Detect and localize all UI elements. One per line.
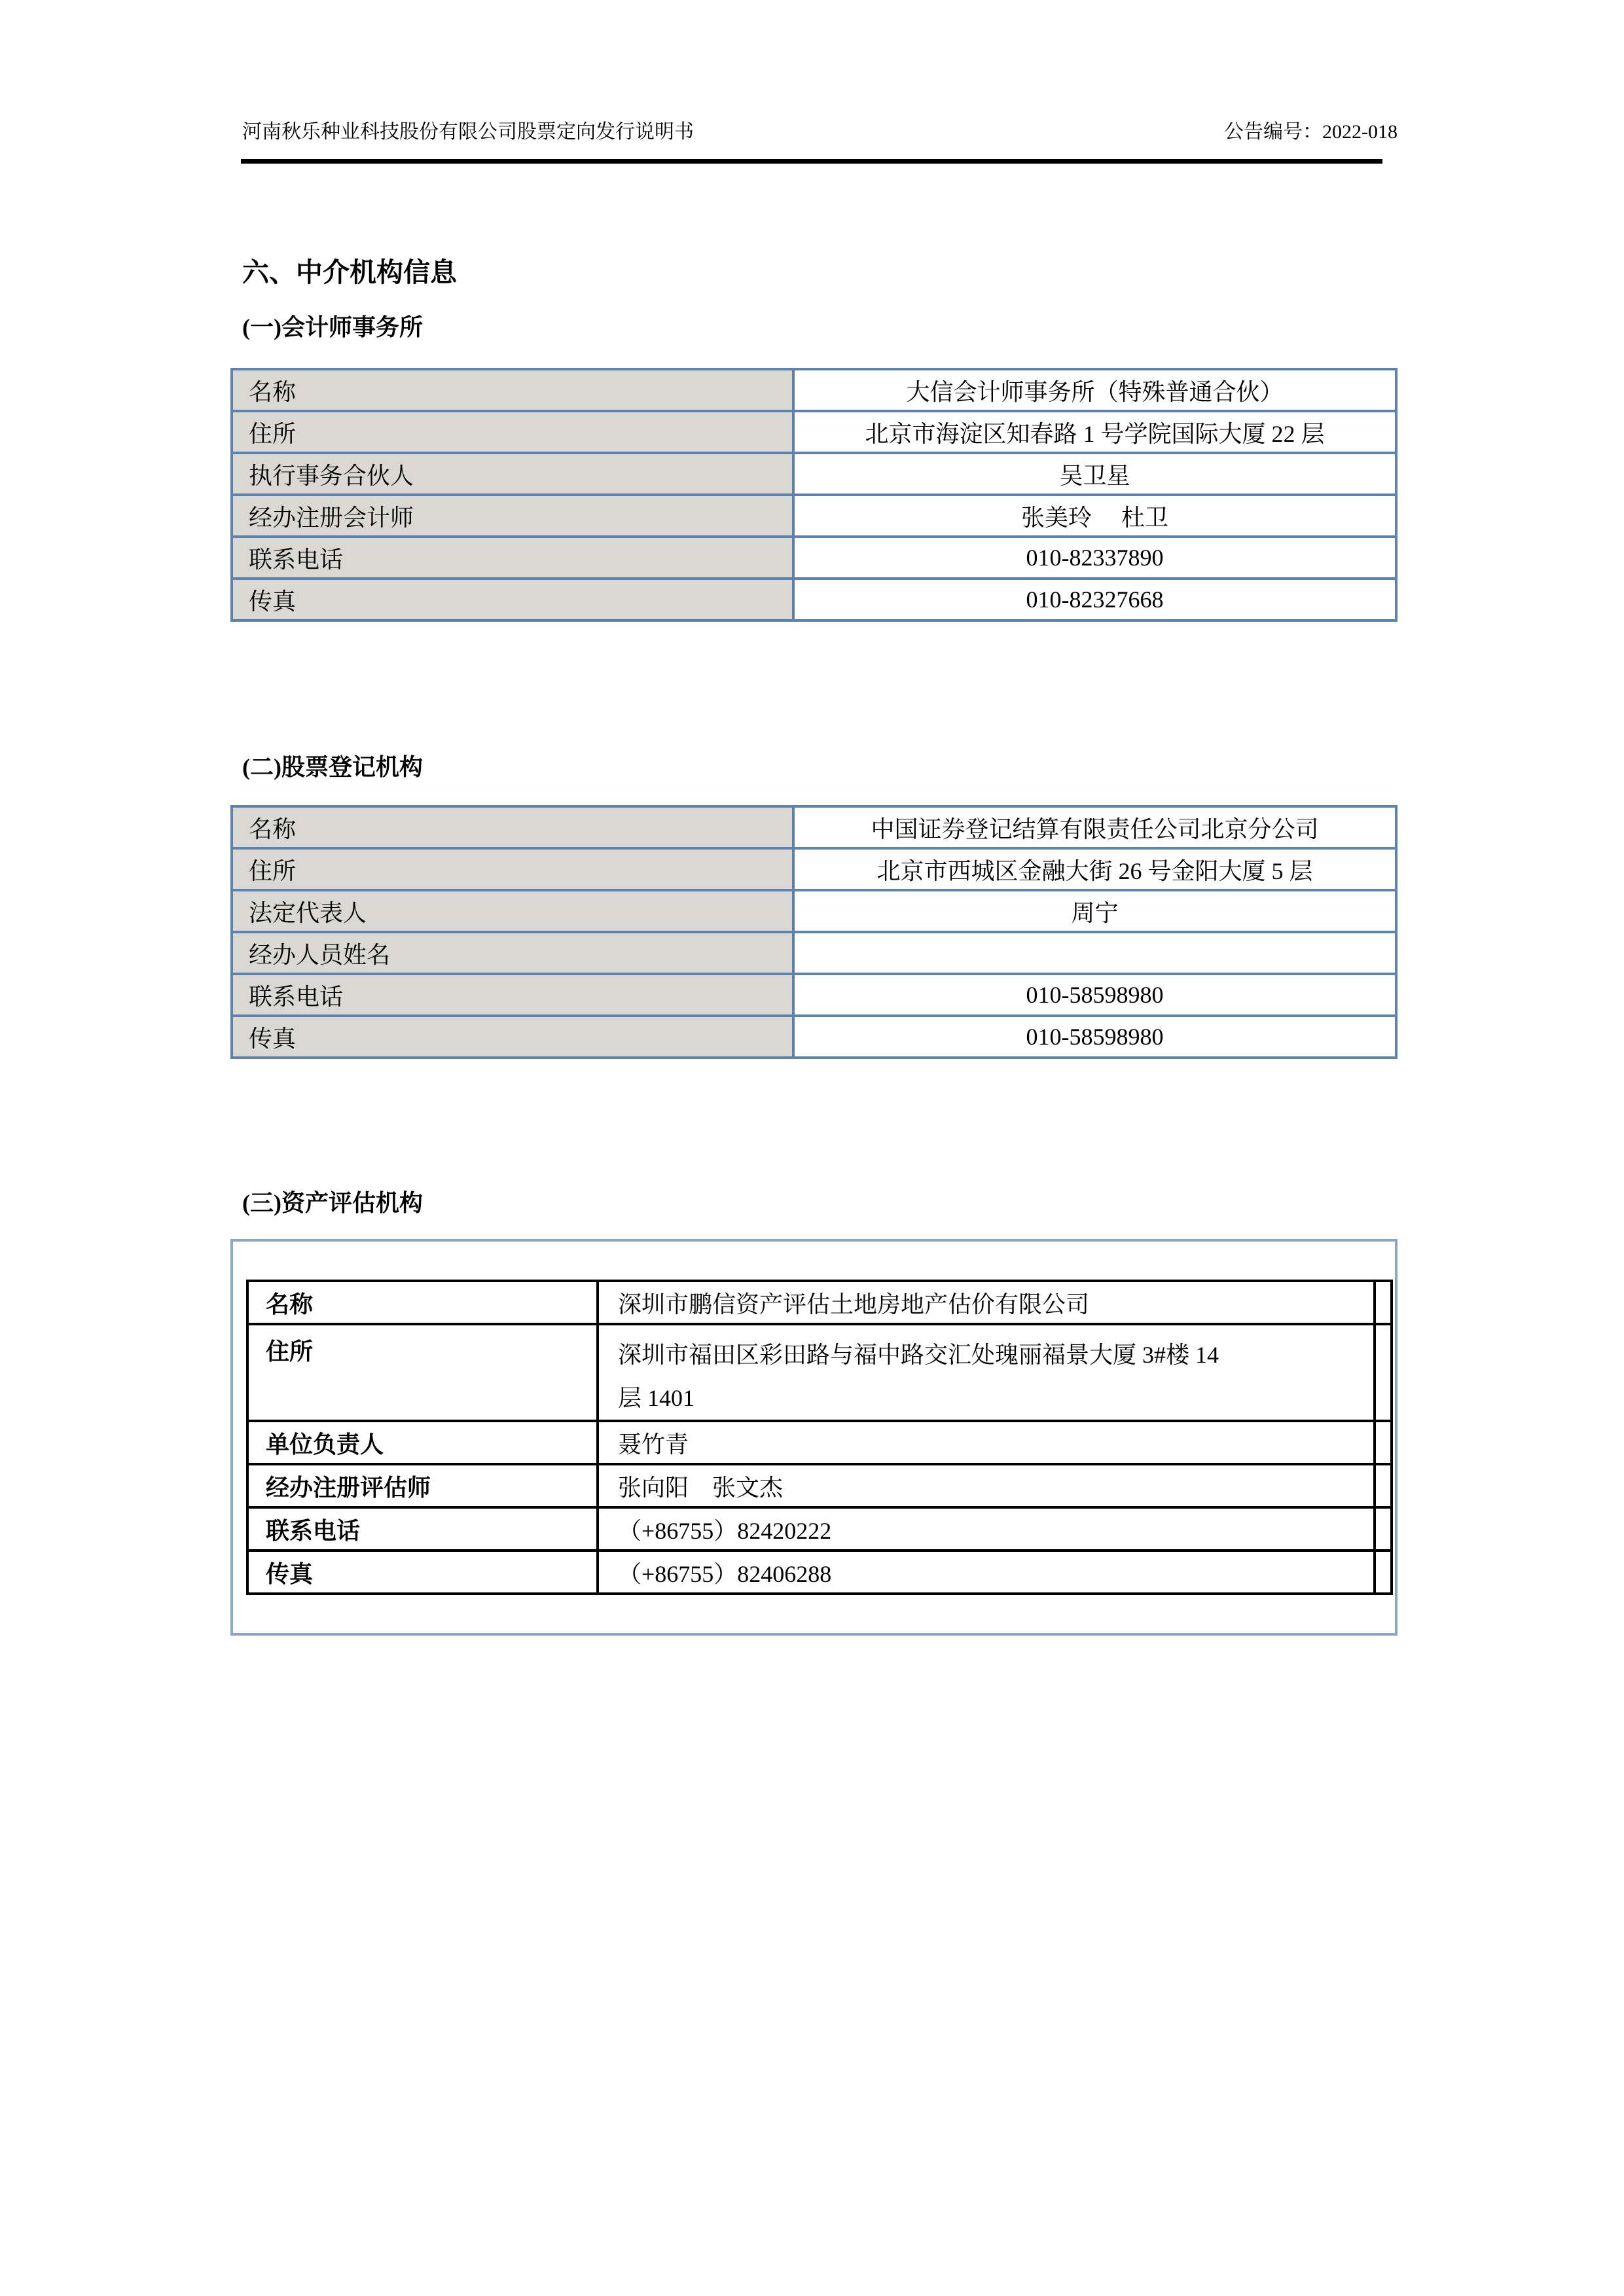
spacer-cell <box>1375 1421 1392 1464</box>
row-value-text: 深圳市福田区彩田路与福中路交汇处瑰丽福景大厦 3#楼 14 层 1401 <box>618 1342 1219 1411</box>
table-row <box>232 495 1396 537</box>
row-value <box>793 932 1396 974</box>
row-label: 住所 <box>232 411 793 453</box>
row-label: 住所 <box>247 1324 598 1421</box>
spacer-cell <box>1375 1507 1392 1551</box>
row-label: 经办注册会计师 <box>232 495 793 537</box>
spacer-cell <box>1375 1281 1392 1324</box>
row-value: 010-82327668 <box>793 579 1396 620</box>
row-value: 北京市西城区金融大街 26 号金阳大厦 5 层 <box>793 848 1396 890</box>
row-label: 经办人员姓名 <box>232 932 793 974</box>
row-label: 法定代表人 <box>232 890 793 932</box>
header-notice-number: 公告编号：2022-018 <box>1224 121 1398 143</box>
row-value <box>598 1324 1375 1421</box>
table-row <box>232 411 1396 453</box>
row-label: 经办注册评估师 <box>247 1464 598 1507</box>
spacer-cell <box>1375 1464 1392 1507</box>
row-label: 联系电话 <box>232 537 793 579</box>
row-value: 吴卫星 <box>793 453 1396 495</box>
table-row <box>232 848 1396 890</box>
row-value: 张美玲 杜卫 <box>793 495 1396 537</box>
row-value: （+86755）82420222 <box>598 1507 1375 1551</box>
table-row <box>232 932 1396 974</box>
row-label: 名称 <box>232 369 793 411</box>
header-rule <box>241 159 1382 164</box>
table-row <box>232 453 1396 495</box>
row-value: 张向阳 张文杰 <box>598 1464 1375 1507</box>
row-value: 010-58598980 <box>793 974 1396 1016</box>
row-label: 单位负责人 <box>247 1421 598 1464</box>
accounting-firm-table <box>230 368 1398 622</box>
row-value: 深圳市鹏信资产评估土地房地产估价有限公司 <box>598 1281 1375 1324</box>
asset-appraiser-table <box>246 1280 1393 1595</box>
table-row <box>232 806 1396 848</box>
section-heading-accounting-firm: (一)会计师事务所 <box>242 314 423 340</box>
row-label: 名称 <box>232 806 793 848</box>
row-label: 住所 <box>232 848 793 890</box>
share-registrar-table <box>230 805 1398 1059</box>
row-value: 大信会计师事务所（特殊普通合伙） <box>793 369 1396 411</box>
section-heading-asset-appraiser: (三)资产评估机构 <box>242 1190 423 1216</box>
row-label: 执行事务合伙人 <box>232 453 793 495</box>
row-value: 010-82337890 <box>793 537 1396 579</box>
table-row <box>232 890 1396 932</box>
table-row <box>247 1551 1392 1594</box>
section-heading-share-registrar: (二)股票登记机构 <box>242 754 423 780</box>
spacer-cell <box>1375 1324 1392 1421</box>
row-label: 名称 <box>247 1281 598 1324</box>
table-row <box>247 1281 1392 1324</box>
row-label: 传真 <box>232 1016 793 1058</box>
asset-appraiser-outer-box <box>230 1239 1398 1636</box>
row-value: 中国证券登记结算有限责任公司北京分公司 <box>793 806 1396 848</box>
header-doc-title: 河南秋乐种业科技股份有限公司股票定向发行说明书 <box>242 121 694 143</box>
row-value: 北京市海淀区知春路 1 号学院国际大厦 22 层 <box>793 411 1396 453</box>
row-value: 聂竹青 <box>598 1421 1375 1464</box>
row-label: 传真 <box>247 1551 598 1594</box>
row-label: 传真 <box>232 579 793 620</box>
table-row <box>247 1507 1392 1551</box>
table-row <box>247 1421 1392 1464</box>
spacer-cell <box>1375 1551 1392 1594</box>
table-row <box>247 1464 1392 1507</box>
row-label: 联系电话 <box>247 1507 598 1551</box>
row-value: 010-58598980 <box>793 1016 1396 1058</box>
page-header <box>242 119 1398 145</box>
table-row <box>247 1324 1392 1421</box>
table-row <box>232 1016 1396 1058</box>
table-row <box>232 974 1396 1016</box>
row-value: 周宁 <box>793 890 1396 932</box>
row-label: 联系电话 <box>232 974 793 1016</box>
row-value: （+86755）82406288 <box>598 1551 1375 1594</box>
table-row <box>232 537 1396 579</box>
page-title: 六、中介机构信息 <box>242 257 457 287</box>
table-row <box>232 579 1396 620</box>
table-row <box>232 369 1396 411</box>
